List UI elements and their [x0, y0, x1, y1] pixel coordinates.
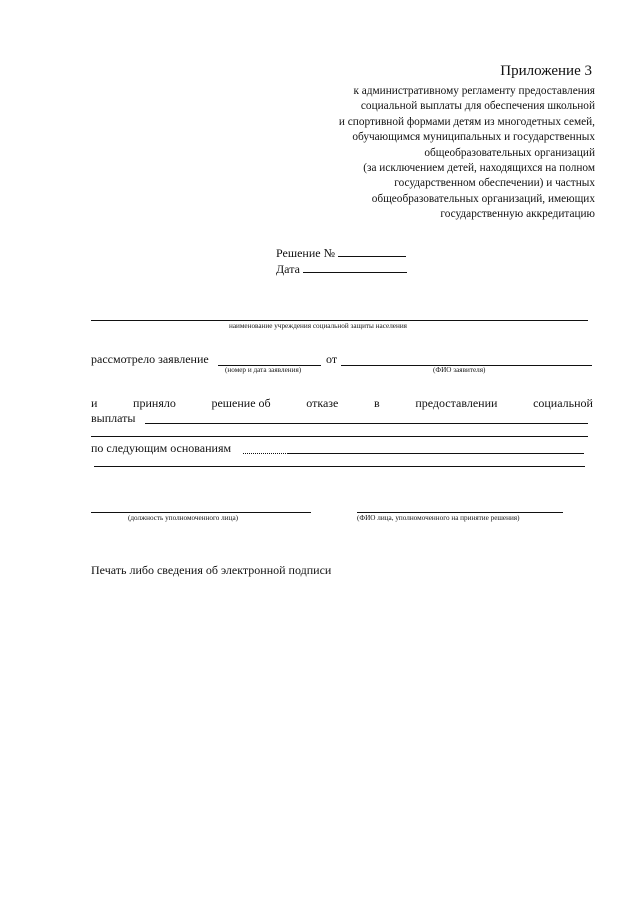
refusal-word: социальной — [533, 396, 593, 410]
refusal-word: предоставлении — [415, 396, 498, 410]
appendix-line: (за исключением детей, находящихся на полном — [363, 162, 595, 175]
decision-number-label: Решение № — [276, 246, 336, 260]
refusal-word: отказе — [306, 396, 339, 410]
decision-block — [276, 245, 407, 277]
decision-date-label: Дата — [276, 262, 300, 276]
grounds-field[interactable] — [288, 453, 584, 454]
appendix-description — [339, 84, 595, 223]
institution-caption: наименование учреждения социальной защиты населения — [229, 322, 407, 330]
payment-type-field[interactable] — [145, 423, 588, 424]
review-label: рассмотрело заявление — [91, 352, 209, 366]
official-position-field[interactable] — [91, 512, 311, 513]
application-number-caption: (номер и дата заявления) — [225, 366, 302, 374]
refusal-word: в — [374, 396, 380, 410]
appendix-line: к административному регламенту предоставления — [353, 85, 595, 97]
appendix-line: и спортивной формами детям из многодетных семей, — [338, 115, 595, 128]
appendix-line: государственную аккредитацию — [440, 208, 595, 221]
official-position-caption: (должность уполномоченного лица) — [128, 514, 239, 522]
appendix-line: социальной выплаты для обеспечения школьной — [360, 100, 595, 113]
appendix-line: обучающимся муниципальных и государственных — [352, 131, 595, 144]
official-name-caption: (ФИО лица, уполномоченного на принятие решения) — [357, 514, 520, 522]
refusal-word: решение об — [211, 396, 271, 410]
seal-note: Печать либо сведения об электронной подписи — [91, 563, 332, 577]
grounds-field-continued[interactable] — [94, 466, 585, 467]
refusal-statement — [91, 396, 593, 411]
grounds-label: по следующим основаниям — [91, 441, 232, 455]
appendix-title: Приложение 3 — [500, 63, 592, 79]
official-name-field[interactable] — [357, 512, 563, 513]
grounds-field-start[interactable] — [243, 453, 288, 454]
payment-type-field-continued[interactable] — [91, 436, 588, 437]
decision-number-field[interactable] — [338, 245, 406, 257]
appendix-line: общеобразовательных организаций, имеющих — [371, 192, 595, 205]
from-label: от — [326, 352, 338, 366]
refusal-line2: выплаты — [91, 411, 136, 425]
refusal-word: приняло — [133, 396, 176, 410]
applicant-name-caption: (ФИО заявителя) — [433, 366, 486, 374]
appendix-line: общеобразовательных организаций — [424, 146, 595, 159]
appendix-line: государственном обеспечении) и частных — [394, 177, 595, 190]
institution-name-field[interactable] — [91, 320, 588, 321]
decision-date-field[interactable] — [303, 261, 407, 273]
refusal-word: и — [91, 396, 98, 410]
